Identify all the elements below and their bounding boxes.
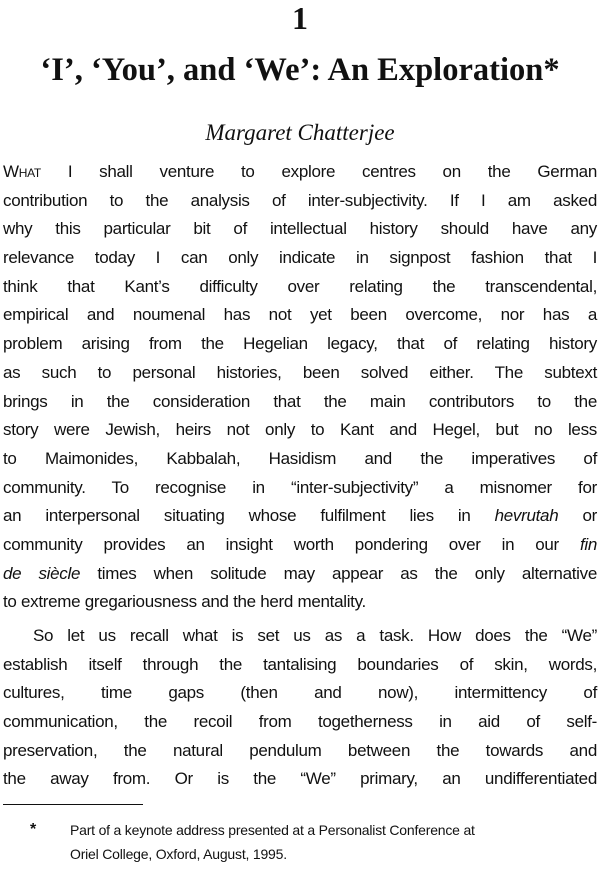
text-line — [3, 531, 597, 560]
line-text: community provides an insight worth pondering over in our — [3, 534, 580, 554]
text-line: story were Jewish, heirs not only to Kant and Hegel, but no less — [3, 420, 597, 440]
footnote-text — [70, 818, 598, 866]
text-line: cultures, time gaps (then and now), intermittency of — [3, 683, 597, 703]
text-line: establish itself through the tantalising boundaries of skin, words, — [3, 654, 597, 674]
line-text: times when solitude may appear as the only alternative — [80, 563, 597, 583]
text-line: the away from. Or is the “We” primary, an undifferentiated — [3, 769, 597, 789]
text-line: why this particular bit of intellectual history should have any — [3, 219, 597, 239]
italic-term: de siècle — [3, 563, 81, 583]
chapter-title: ‘I’, ‘You’, and ‘We’: An Exploration* — [40, 52, 560, 88]
chapter-number: 1 — [292, 0, 308, 36]
text-line — [3, 560, 597, 589]
text-line — [3, 158, 597, 187]
footnote-line: Oriel College, Oxford, August, 1995. — [70, 846, 287, 862]
text-line: contribution to the analysis of inter-subjectivity. If I am asked — [3, 190, 597, 210]
text-line: relevance today I can only indicate in signpost fashion that I — [3, 248, 597, 268]
body-paragraph-2 — [3, 622, 597, 794]
text-line: brings in the consideration that the main contributors to the — [3, 391, 597, 411]
text-line: empirical and noumenal has not yet been overcome, nor has a — [3, 305, 597, 325]
text-line: preservation, the natural pendulum between the towards and — [3, 740, 597, 760]
text-line: as such to personal histories, been solved either. The subtext — [3, 362, 597, 382]
text-line: to extreme gregariousness and the herd mentality. — [3, 592, 366, 612]
body-paragraph-1 — [3, 158, 597, 617]
footnote-asterisk: * — [30, 821, 37, 838]
footnote-divider — [3, 804, 143, 805]
footnote-line: Part of a keynote address presented at a Personalist Conference at — [70, 822, 475, 838]
text-line: community. To recognise in “inter-subjectivity” a misnomer for — [3, 477, 597, 497]
text-line — [3, 502, 597, 531]
italic-term: fin — [579, 534, 597, 554]
line-text: an interpersonal situating whose fulfilment lies in — [3, 506, 495, 526]
drop-lead-word: What — [3, 162, 41, 181]
italic-term: hevrutah — [494, 506, 559, 526]
text-line: communication, the recoil from togetherness in aid of self- — [3, 712, 597, 732]
author-name: Margaret Chatterjee — [205, 120, 395, 145]
text-line: to Maimonides, Kabbalah, Hasidism and the imperatives of — [3, 448, 597, 468]
text-line: So let us recall what is set us as a task. How does the “We” — [33, 626, 597, 645]
text-line: problem arising from the Hegelian legacy, that of relating history — [3, 334, 597, 354]
line-text: I shall venture to explore centres on the German — [40, 162, 597, 181]
text-line: think that Kant’s difficulty over relating the transcendental, — [3, 276, 597, 296]
line-text: or — [558, 506, 597, 526]
